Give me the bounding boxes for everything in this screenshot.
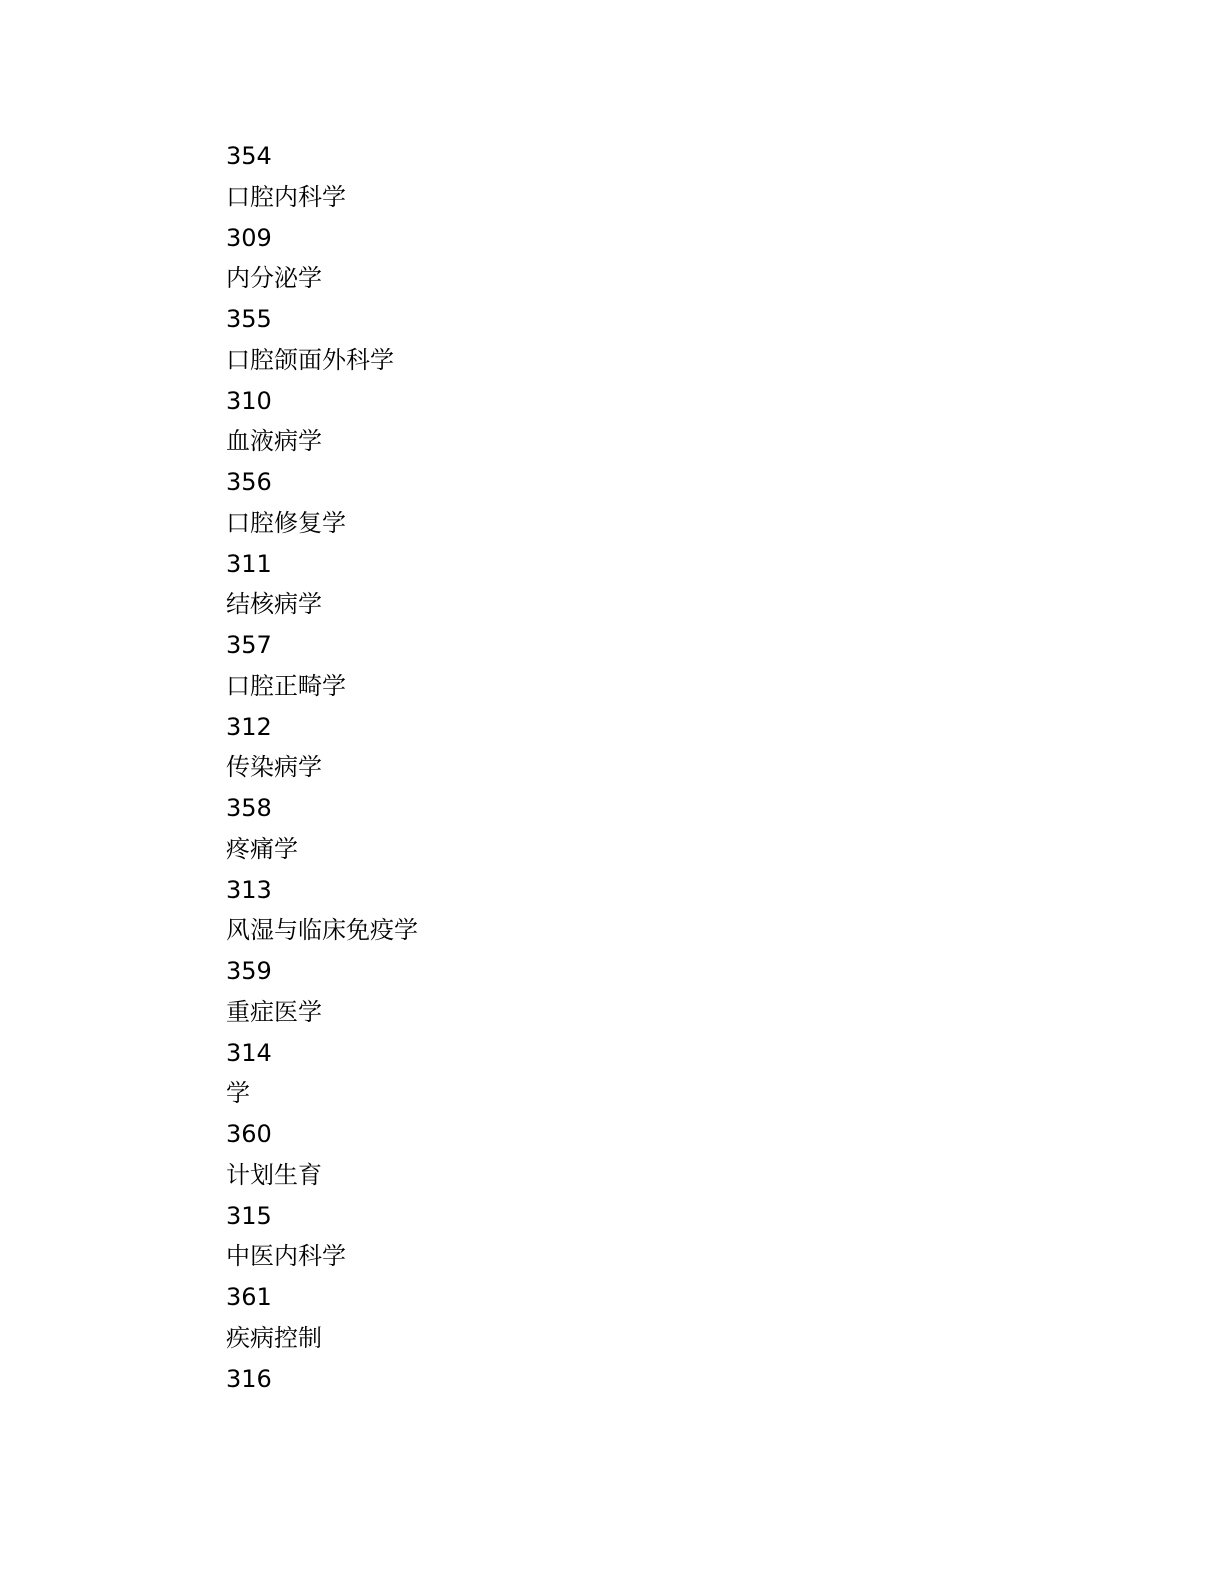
text-line: 361 xyxy=(226,1283,272,1311)
text-line: 312 xyxy=(226,712,272,741)
text-line: 口腔修复学 xyxy=(226,508,346,537)
text-line: 311 xyxy=(226,549,272,578)
text-line: 354 xyxy=(226,142,272,170)
text-line: 学 xyxy=(226,1079,250,1108)
text-line: 重症医学 xyxy=(226,997,322,1026)
text-line: 316 xyxy=(226,1364,272,1393)
text-line: 309 xyxy=(226,223,272,252)
text-line: 口腔正畸学 xyxy=(226,671,346,700)
text-line: 356 xyxy=(226,468,272,496)
text-line: 血液病学 xyxy=(226,427,322,456)
text-line: 315 xyxy=(226,1201,272,1230)
text-line: 风湿与临床免疫学 xyxy=(226,916,418,945)
text-line: 359 xyxy=(226,957,272,985)
text-line: 口腔颌面外科学 xyxy=(226,345,394,374)
text-line: 357 xyxy=(226,631,272,659)
text-line: 内分泌学 xyxy=(226,264,322,293)
text-line: 中医内科学 xyxy=(226,1242,346,1271)
text-line: 疼痛学 xyxy=(226,834,298,863)
text-line: 310 xyxy=(226,386,272,415)
text-line: 358 xyxy=(226,794,272,822)
text-line-list xyxy=(226,136,418,1399)
text-line: 360 xyxy=(226,1120,272,1148)
text-line: 计划生育 xyxy=(226,1160,322,1189)
text-line: 传染病学 xyxy=(226,753,322,782)
text-line: 口腔内科学 xyxy=(226,182,346,211)
text-line: 314 xyxy=(226,1038,272,1067)
text-line: 355 xyxy=(226,305,272,333)
text-line: 313 xyxy=(226,875,272,904)
text-line: 疾病控制 xyxy=(226,1323,322,1352)
text-line: 结核病学 xyxy=(226,590,322,619)
